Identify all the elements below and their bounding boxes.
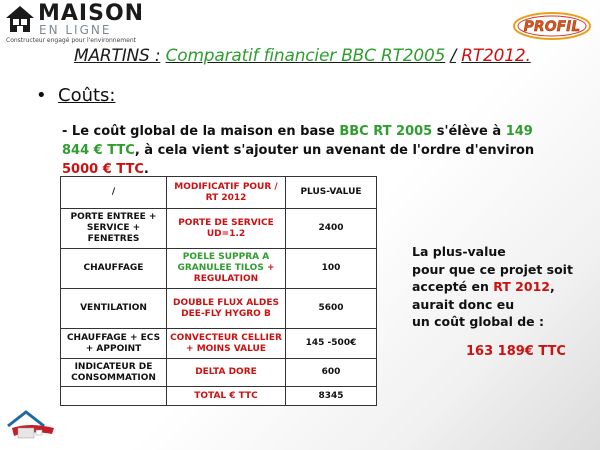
intro-middle: , à cela vient s'ajouter un avenant de l'ordre d'environ: [134, 143, 535, 158]
table-header-cell: MODIFICATIF POUR / RT 2012: [167, 177, 286, 209]
table-header-row: [61, 177, 377, 209]
table-cell-item: CHAUFFAGE + ECS + APPOINT: [61, 329, 167, 359]
table-cell-item: CHAUFFAGE: [61, 249, 167, 289]
cost-table: [60, 176, 377, 406]
table-cell-value: 600: [286, 359, 377, 387]
logo-name-top: MAISON: [38, 1, 145, 26]
summary-line3-pre: accepté en: [412, 279, 489, 294]
table-cell-item: PORTE ENTREE + SERVICE + FENETRES: [61, 209, 167, 249]
table-row: [61, 329, 377, 359]
table-cell-modif: PORTE DE SERVICE UD=1.2: [167, 209, 286, 249]
table-row: [61, 359, 377, 387]
title-names: MARTINS :: [74, 46, 161, 66]
summary-line: un coût global de :: [412, 314, 544, 329]
summary-line: La plus-value: [412, 244, 506, 259]
section-heading: Coûts:: [58, 85, 116, 106]
profil-logo-text: PROFIL: [523, 19, 581, 35]
intro-end: .: [143, 162, 149, 177]
table-cell-modif: [167, 249, 286, 289]
title-subject: Comparatif financier BBC RT2005: [165, 46, 446, 66]
intro-amount: 149 844 € TTC: [62, 124, 533, 158]
table-cell-modif: DELTA DORE: [167, 359, 286, 387]
table-cell-value: 145 -500€: [286, 329, 377, 359]
intro-base: BBC RT 2005: [339, 124, 433, 139]
table-total-row: [61, 387, 377, 406]
summary-line3-post: ,: [549, 279, 555, 294]
summary-line: pour que ce projet soit: [412, 261, 573, 277]
table-cell-value: 5600: [286, 289, 377, 329]
table-total-value: 8345: [286, 387, 377, 406]
summary-line: [412, 278, 573, 296]
table-cell-modif-green: POELE SUPPRA A GRANULEE TILOS: [177, 252, 270, 273]
logo-tagline: Constructeur engagé pour l'environnement: [6, 37, 136, 44]
table-header-cell: PLUS-VALUE: [286, 177, 377, 209]
summary-text: [412, 243, 573, 331]
slide-title: [74, 46, 531, 66]
table-row: [61, 289, 377, 329]
table-cell-modif: CONVECTEUR CELLIER + MOINS VALUE: [167, 329, 286, 359]
table-cell-value: 100: [286, 249, 377, 289]
table-cell-modif-red: + REGULATION: [193, 263, 275, 284]
intro-prefix: - Le coût global de la maison en base: [62, 124, 335, 139]
summary-rt2012: RT 2012: [493, 279, 550, 294]
title-separator: /: [450, 46, 457, 66]
maison-en-ligne-logo: [4, 2, 154, 46]
summary-line: aurait donc eu: [412, 296, 515, 312]
title-rt2012: RT2012.: [461, 46, 531, 66]
table-total-label: TOTAL € TTC: [167, 387, 286, 406]
intro-amount-lead: s'élève à: [436, 124, 502, 139]
intro-avenant: 5000 € TTC: [62, 162, 144, 177]
section-bullet: •: [36, 85, 47, 106]
table-row: [61, 209, 377, 249]
house-illustration-icon: [4, 404, 60, 444]
summary-total: 163 189€ TTC: [466, 344, 566, 359]
profil-logo: [512, 10, 592, 42]
house-logo-icon: [4, 4, 36, 34]
intro-paragraph: [62, 122, 562, 179]
table-row: [61, 249, 377, 289]
table-cell-item: VENTILATION: [61, 289, 167, 329]
table-cell-empty: [61, 387, 167, 406]
table-cell-modif: DOUBLE FLUX ALDES DEE-FLY HYGRO B: [167, 289, 286, 329]
table-cell-value: 2400: [286, 209, 377, 249]
table-cell-item: INDICATEUR DE CONSOMMATION: [61, 359, 167, 387]
logo-name-bottom: EN LIGNE: [39, 23, 112, 37]
table-header-cell: /: [61, 177, 167, 209]
